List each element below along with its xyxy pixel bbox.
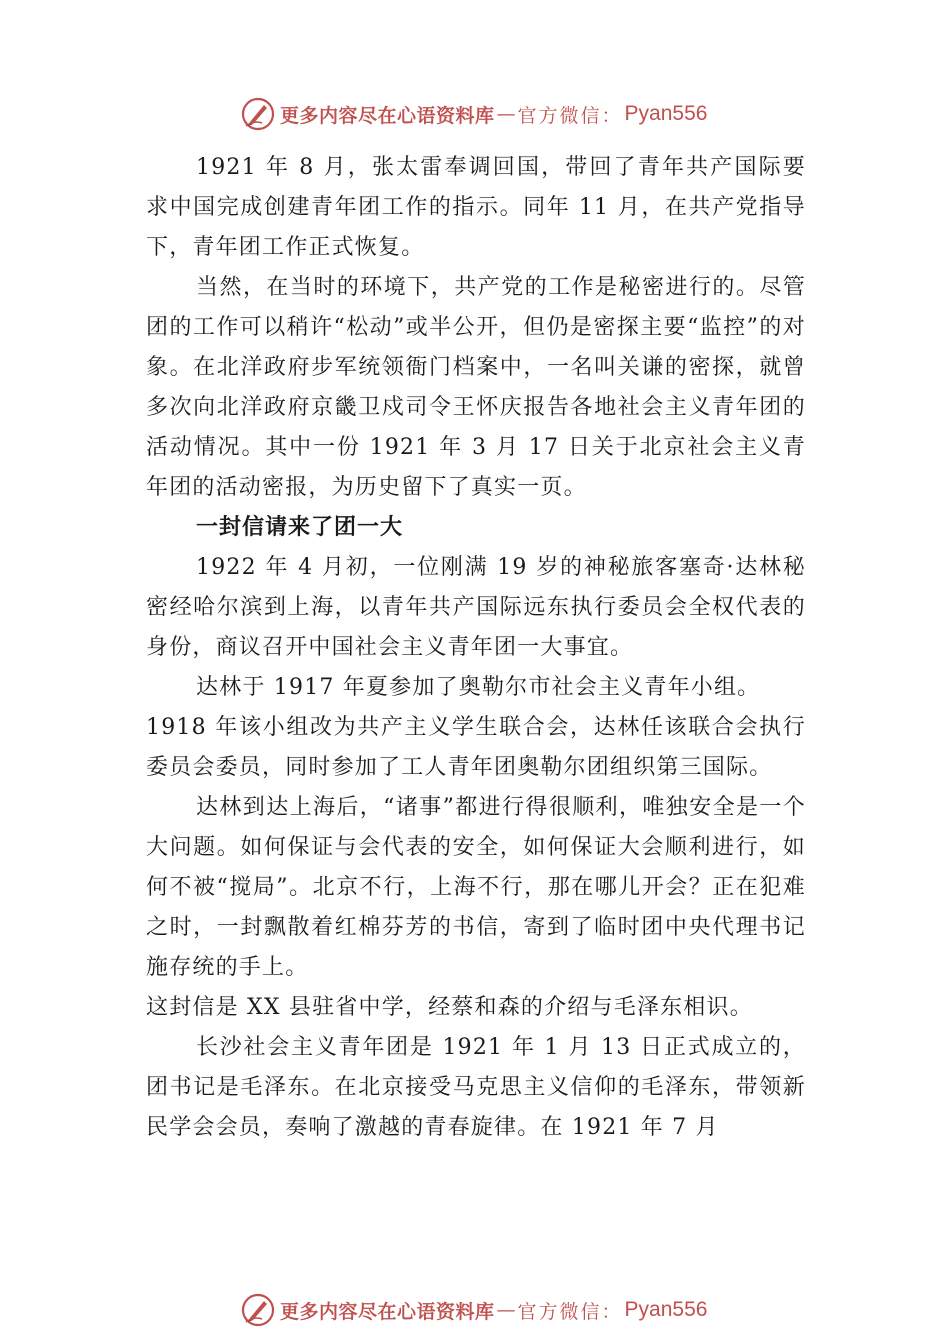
paragraph: 达林于 1917 年夏参加了奥勒尔市社会主义青年小组。 <box>196 675 761 700</box>
paragraph: 1921 年 8 月，张太雷奉调回国，带回了青年共产国际要求中国完成创建青年团工作的指示。同年 11 月，在共产党指导下，青年团工作正式恢复。 <box>146 155 806 260</box>
paragraph: 1922 年 4 月初，一位刚满 19 岁的神秘旅客塞奇·达林秘密经哈尔滨到上海，以青年共产国际远东执行委员会全权代表的身份，商议召开中国社会主义青年团一大事宜。 <box>146 555 806 660</box>
banner-wechat-label: 官方微信 <box>517 1300 602 1323</box>
banner-dash: — <box>496 103 516 125</box>
banner-brand-text: 更多内容尽在心语资料库 <box>280 104 495 127</box>
section-heading: 一封信请来了团一大 <box>196 515 404 540</box>
paragraph: 这封信是 XX 县驻省中学，经蔡和森的介绍与毛泽东相识。 <box>146 995 753 1020</box>
pen-logo-icon <box>240 1292 276 1328</box>
banner-colon: ： <box>601 1300 621 1323</box>
banner-account: Pyan556 <box>624 1298 708 1321</box>
paragraph: 当然，在当时的环境下，共产党的工作是秘密进行的。尽管团的工作可以稍许“松动”或半公开，但仍是密探主要“监控”的对象。在北洋政府步军统领衙门档案中，一名叫关谦的密探，就曾多次向北洋政府京畿卫戍司令王怀庆报告各地社会主义青年团的活动情况。其中一份 1921 年 3 月 17 日关于北京社会主义青年团的活动密报，为历史留下了真实一页。 <box>146 275 806 500</box>
pen-logo-icon <box>240 96 276 132</box>
paragraph: 1918 年该小组改为共产主义学生联合会，达林任该联合会执行委员会委员，同时参加了工人青年团奥勒尔团组织第三国际。 <box>146 715 806 780</box>
banner-wechat-label: 官方微信 <box>517 104 602 127</box>
paragraph: 达林到达上海后，“诸事”都进行得很顺利，唯独安全是一个大问题。如何保证与会代表的安全，如何保证大会顺利进行，如何不被“搅局”。北京不行，上海不行，那在哪儿开会？正在犯难之时，一封飘散着红棉芬芳的书信，寄到了临时团中央代理书记施存统的手上。 <box>146 795 806 980</box>
header-banner <box>240 94 707 134</box>
banner-brand-text: 更多内容尽在心语资料库 <box>280 1300 495 1323</box>
footer-banner <box>240 1290 707 1330</box>
banner-colon: ： <box>601 104 621 127</box>
banner-dash: — <box>496 1299 516 1321</box>
banner-account: Pyan556 <box>624 102 708 125</box>
article-body <box>146 148 806 1148</box>
paragraph: 长沙社会主义青年团是 1921 年 1 月 13 日正式成立的，团书记是毛泽东。在北京接受马克思主义信仰的毛泽东，带领新民学会会员，奏响了激越的青春旋律。在 1921 年 7 月 <box>146 1035 806 1140</box>
